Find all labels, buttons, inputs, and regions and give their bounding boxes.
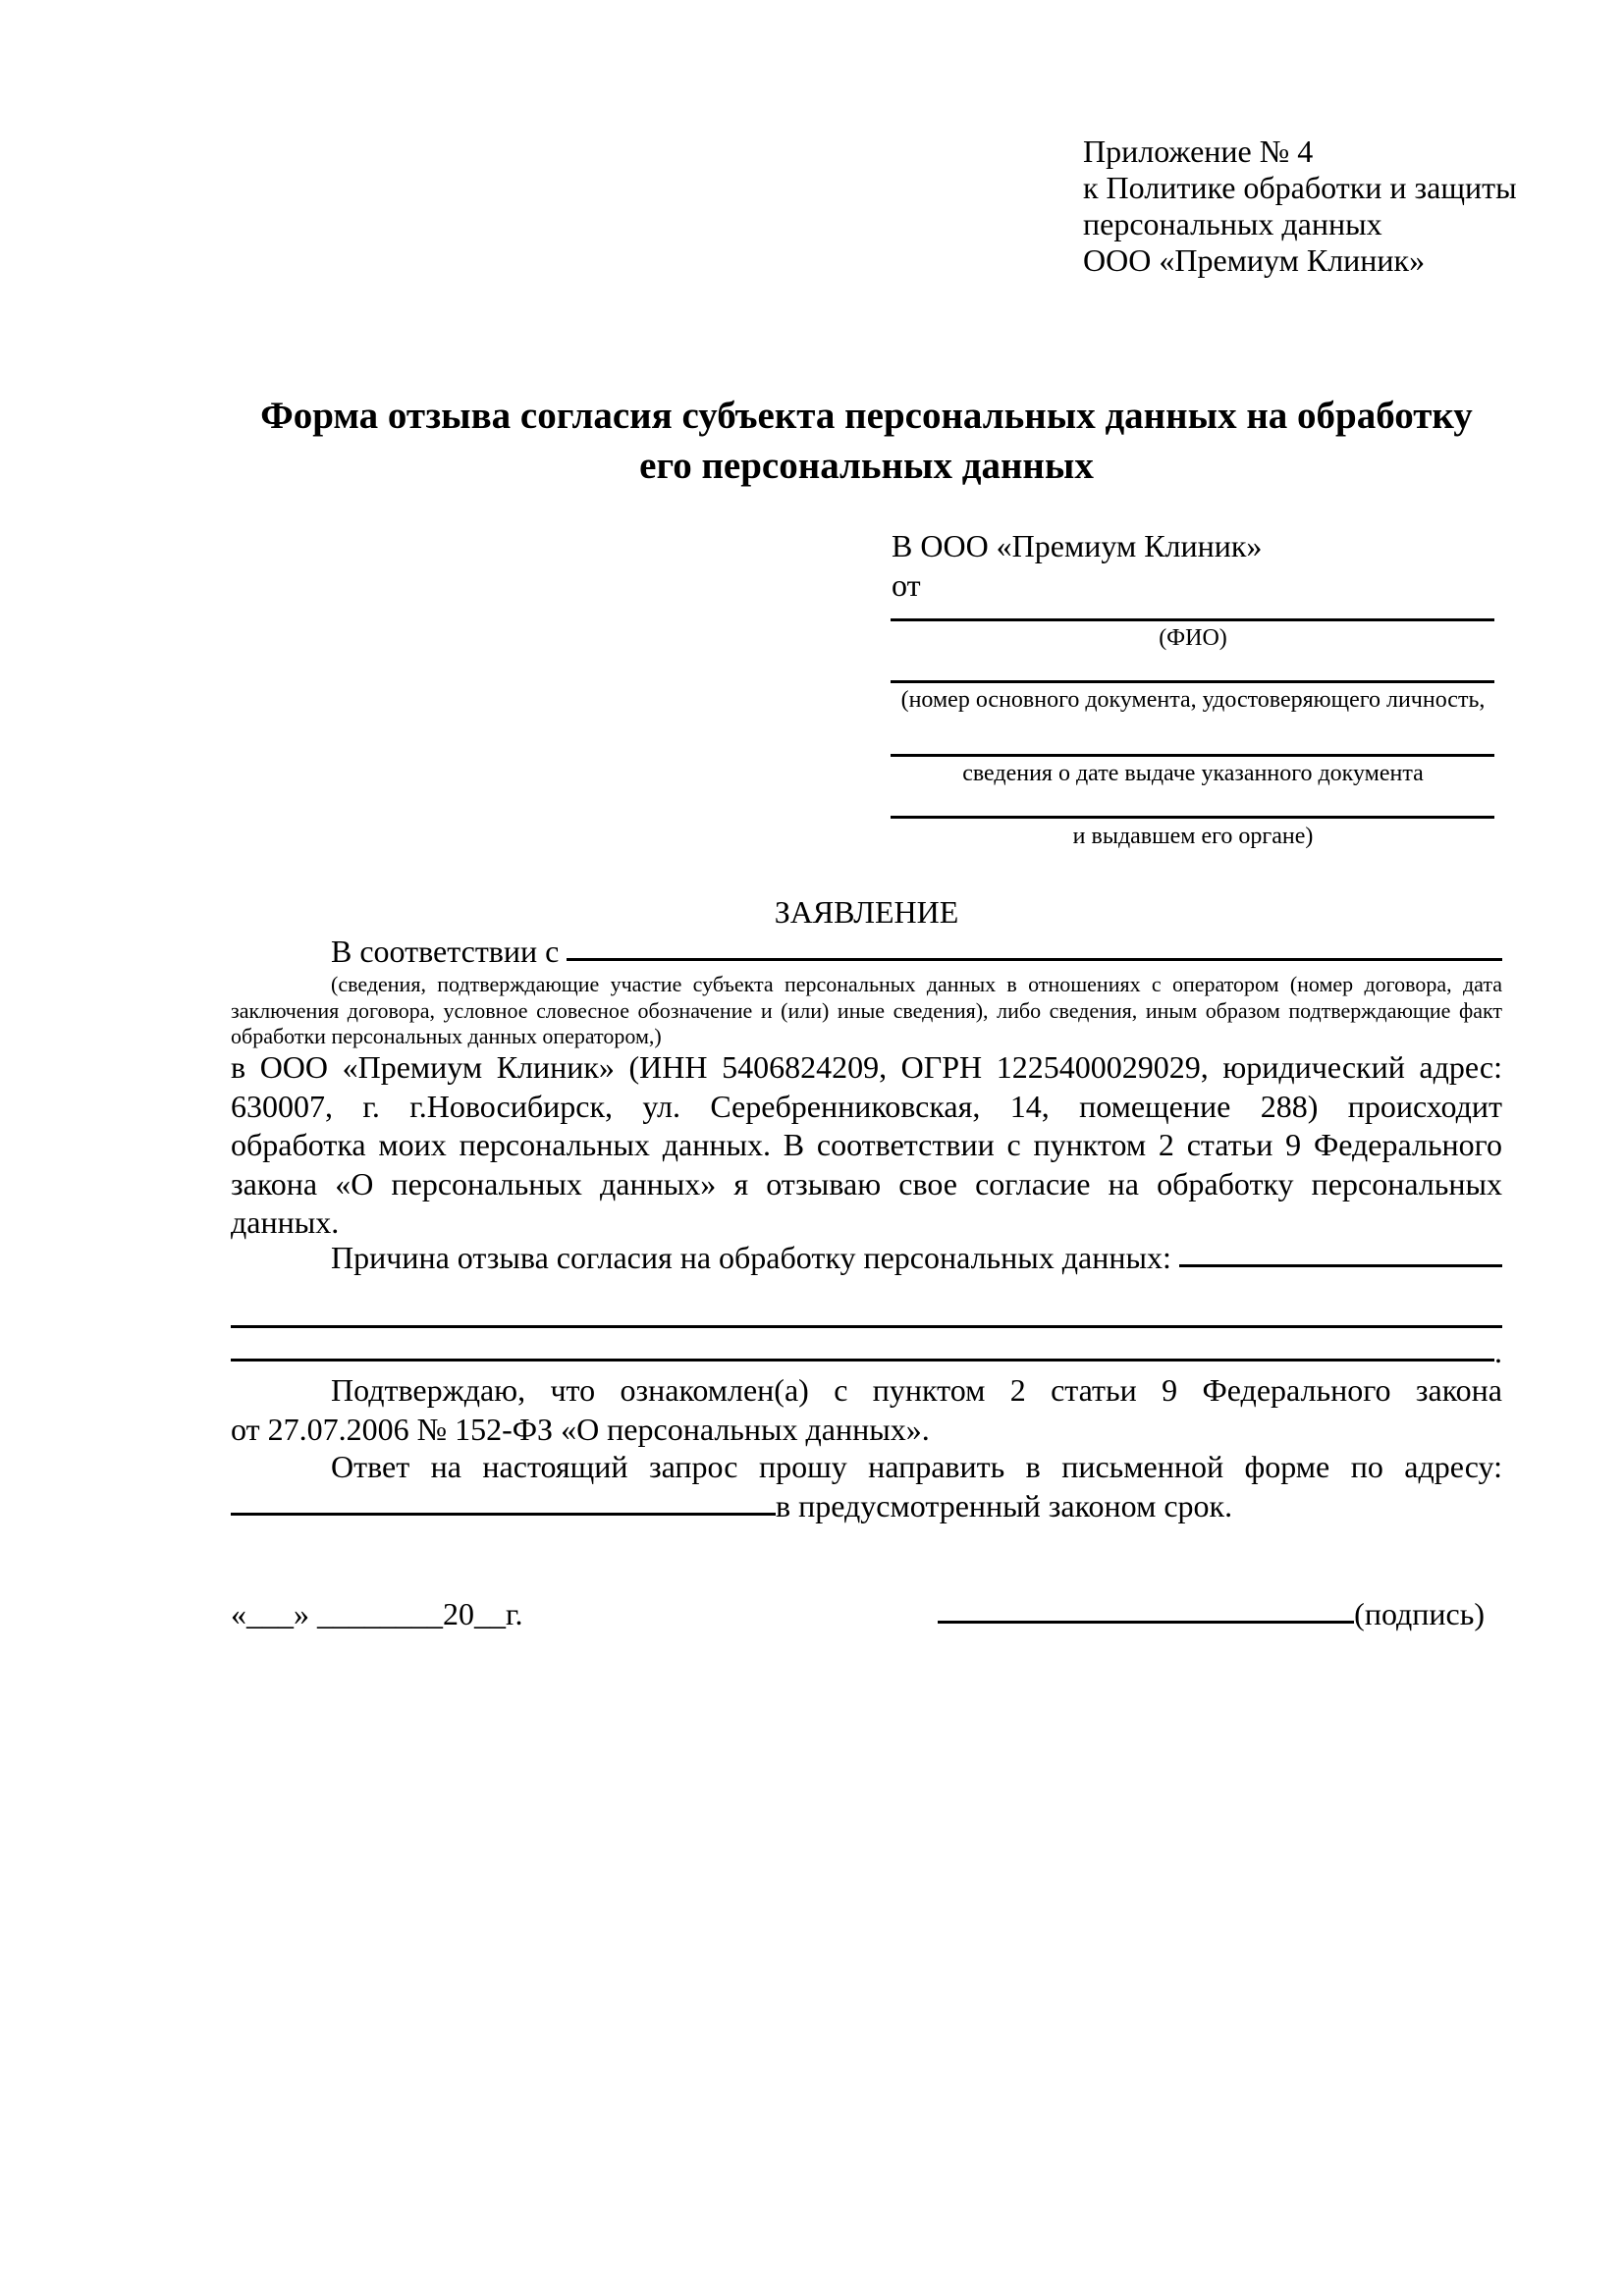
header-note-line: ООО «Премиум Клиник» (1083, 242, 1426, 278)
addressee-from: от (892, 567, 921, 603)
reason-blank-line (1179, 1239, 1502, 1267)
fio-field-caption: (ФИО) (1159, 625, 1227, 651)
intro-prefix: В соответствии с (331, 934, 560, 969)
body-paragraph (231, 1048, 1502, 1243)
body-line: 630007, г. г.Новосибирск, ул. Серебренниковская, 14, помещение 288) происходит (231, 1088, 1502, 1124)
body-line: данных. (231, 1204, 340, 1240)
issuing-authority-field-caption: и выдавшем его органе) (1072, 824, 1314, 849)
confirm-line: от 27.07.2006 № 152-ФЗ «О персональных данных». (231, 1411, 930, 1447)
confirm-paragraph (231, 1371, 1502, 1449)
reason-label: Причина отзыва согласия на обработку персональных данных: (331, 1240, 1171, 1275)
reply-line2-text: в предусмотренный законом срок. (776, 1487, 1233, 1523)
footnote-line: обработки персональных данных оператором,) (231, 1024, 662, 1048)
statement-heading: ЗАЯВЛЕНИЕ (774, 894, 959, 930)
body-line: в ООО «Премиум Клиник» (ИНН 5406824209, ОГРН 1225400029029, юридический адрес: (231, 1049, 1502, 1085)
document-title-line2: его персональных данных (639, 445, 1094, 487)
reason-blank-line-3-row (231, 1333, 1502, 1372)
footnote-paragraph (231, 972, 1502, 1050)
reply-paragraph (231, 1448, 1502, 1525)
reason-blank-line-2 (231, 1325, 1502, 1328)
footnote-line: (сведения, подтверждающие участие субъекта персональных данных в отношениях с оператором (номер договора, дата (331, 972, 1502, 996)
reply-line1: Ответ на настоящий запрос прошу направить в письменной форме по адресу: (331, 1449, 1502, 1484)
header-note-line: Приложение № 4 (1083, 133, 1314, 169)
reply-line2-row (231, 1487, 1502, 1526)
reason-row (231, 1239, 1502, 1278)
header-note-line: к Политике обработки и защиты (1083, 170, 1517, 205)
document-title (231, 391, 1502, 491)
document-number-field-line (891, 680, 1494, 683)
issue-date-field-caption: сведения о дате выдаче указанного документа (962, 761, 1424, 786)
body-line: обработка моих персональных данных. В соответствии с пунктом 2 статьи 9 Федерального (231, 1127, 1502, 1162)
signature-caption: (подпись) (1354, 1596, 1485, 1631)
header-note (1083, 133, 1517, 279)
date-blank: «___» ________20__г. (231, 1596, 523, 1631)
confirm-line: Подтверждаю, что ознакомлен(а) с пунктом 2 статьи 9 Федерального закона (331, 1372, 1502, 1408)
reason-blank-line-3 (231, 1333, 1494, 1362)
fio-field-line (891, 618, 1494, 621)
intro-row (231, 933, 1502, 972)
issue-date-field-line (891, 754, 1494, 757)
blank-line-period: . (1494, 1334, 1502, 1369)
document-title-line1: Форма отзыва согласия субъекта персональных данных на обработку (260, 395, 1473, 437)
footnote-line: заключения договора, условное словесное обозначение и (или) иные сведения), либо сведения, иным образом подтверждающие факт (231, 997, 1502, 1023)
header-note-line: персональных данных (1083, 206, 1382, 241)
footer-row (231, 1595, 1485, 1634)
signature-line (938, 1595, 1354, 1624)
reply-address-blank-line (231, 1487, 776, 1516)
intro-blank-line (567, 933, 1502, 961)
body-line: закона «О персональных данных» я отзываю свое согласие на обработку персональных (231, 1165, 1502, 1201)
issuing-authority-field-line (891, 816, 1494, 819)
document-number-field-caption: (номер основного документа, удостоверяющего личность, (900, 687, 1486, 713)
addressee-to: В ООО «Премиум Клиник» (892, 528, 1263, 563)
signature-block (938, 1595, 1485, 1634)
